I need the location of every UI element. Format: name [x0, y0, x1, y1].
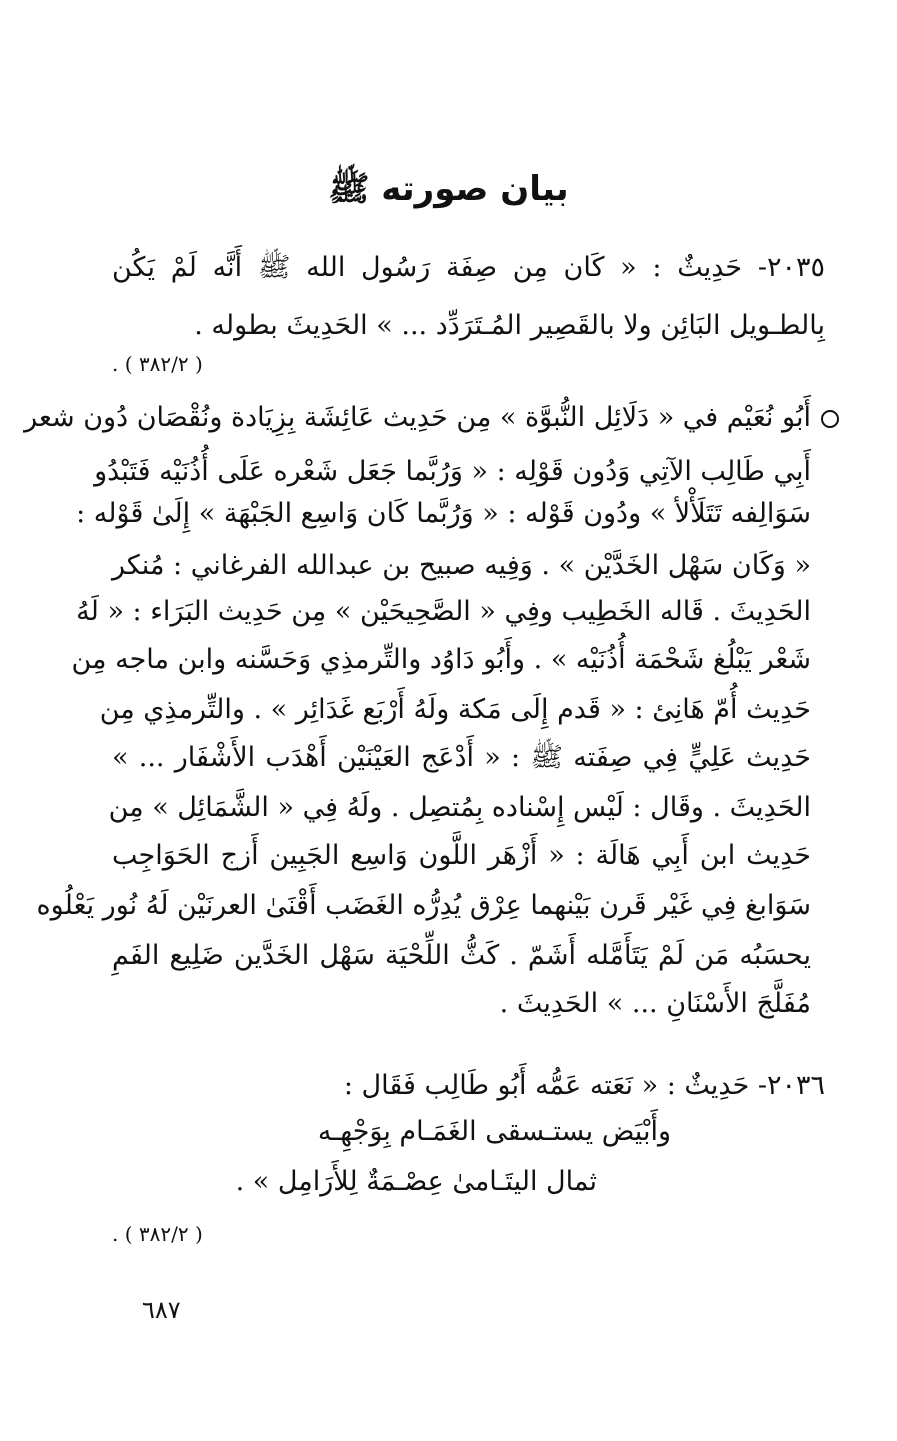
commentary-line-7: حَدِيث أُمّ هَانِئ : « قَدم إِلَى مَكة ولَهُ أَرْبَع غَدَائِر » . والتِّرمذِي مِن — [99, 694, 811, 725]
commentary-line-3: سَوَالِفه تَتَلَأْلأ » ودُون قَوْله : « وَرُبَّما كَان وَاسِع الجَبْهَة » إِلَىٰ قَوْله : — [76, 498, 811, 529]
commentary-line-4: « وَكَان سَهْل الخَدَّيْن » . وَفِيه صبيح بن عبدالله الفرغاني : مُنكر — [112, 550, 811, 581]
commentary-line-11: سَوَابغ فِي غَيْر قَرن بَيْنهما عِرْق يُدِرُّه الغَضَب أَقْنَىٰ العرنَيْن لَهُ نُور يَعْلُوه — [36, 890, 811, 921]
verse-1: وأَبْيَض يستـسقى الغَمَـام بِوَجْهِـه — [317, 1116, 671, 1147]
verse-2: ثمال اليتَـامىٰ عِصْـمَةٌ لِلأَرَامِل » . — [235, 1166, 597, 1197]
commentary-line-8: حَدِيث عَلِيٍّ فِي صِفَته ﷺ : « أَدْعَج العَيْنَيْن أَهْدَب الأَشْفَار ... » — [112, 742, 811, 773]
hadith-2035-reference: ( ٣٨٢/٢ ) . — [112, 352, 203, 376]
hadith-2036-line: ٢٠٣٦- حَدِيثٌ : « نَعَته عَمُّه أَبُو طَالِب فَقَال : — [343, 1070, 825, 1101]
circle-bullet-icon — [821, 410, 839, 428]
commentary-line-9: الحَدِيثَ . وقَال : لَيْس إِسْناده بِمُتصِل . ولَهُ فِي « الشَّمَائِل » مِن — [108, 792, 811, 823]
page-number: ٦٨٧ — [142, 1296, 181, 1324]
commentary-line-1: أَبُو نُعَيْم في « دَلَائِل النُّبوَّة » مِن حَدِيث عَائِشَة بِزِيَادة ونُقْصَان دُون شعر — [24, 402, 811, 433]
section-title: بيان صورته ﷺ — [328, 169, 569, 209]
hadith-2035-line-2: بِالطـويل البَائِن ولا بالقَصِير المُـتَرَدِّد ... » الحَدِيثَ بطوله . — [194, 310, 825, 341]
commentary-line-5: الحَدِيثَ . قَاله الخَطِيب وفِي « الصَّحِيحَيْن » مِن حَدِيث البَرَاء : « لَهُ — [76, 596, 811, 627]
commentary-line-13: مُفَلَّجَ الأَسْنَانِ ... » الحَدِيثَ . — [499, 988, 811, 1019]
hadith-2035-line-1: ٢٠٣٥- حَدِيثٌ : « كَان مِن صِفَة رَسُول الله ﷺ أَنَّه لَمْ يَكُن — [112, 252, 825, 283]
commentary-line-2: أَبِي طَالِب الآتِي وَدُون قَوْلِه : « وَرُبَّما جَعَل شَعْره عَلَى أُذُنَيْه فَتَبْدُو — [94, 456, 811, 487]
commentary-line-6: شَعْر يَبْلُغ شَحْمَة أُذُنَيْه » . وأَبُو دَاوُد والتِّرمذِي وَحَسَّنه وابن ماجه مِن — [71, 644, 811, 675]
commentary-line-12: يحسَبُه مَن لَمْ يَتَأَمَّله أَشَمّ . كَثُّ اللِّحْيَة سَهْل الخَدَّين ضَلِيع الفَمِ — [112, 940, 811, 971]
hadith-2036-reference: ( ٣٨٢/٢ ) . — [112, 1222, 203, 1246]
commentary-line-10: حَدِيث ابن أَبِي هَالَة : « أَزْهَر اللَّون وَاسِع الجَبِين أَزج الحَوَاجِب — [112, 840, 811, 871]
